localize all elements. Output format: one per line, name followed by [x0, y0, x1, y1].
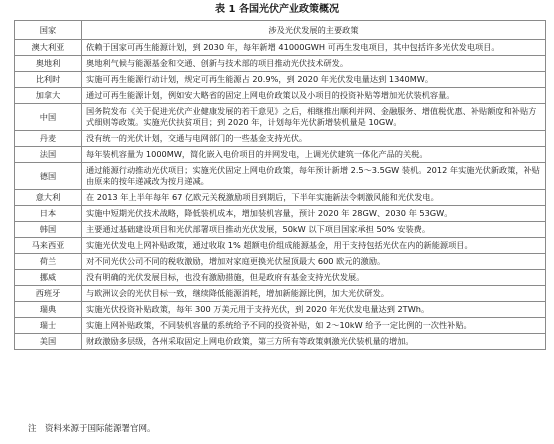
source-note: 注 资料来源于国际能源署官网。	[28, 424, 156, 434]
policy-cell: 主要通过基础建设项目和光伏部署项目推动光伏发展，50kW 以下项目国家承担 50% 安装费。	[82, 222, 546, 238]
table-row	[15, 334, 546, 350]
policy-table	[14, 20, 546, 350]
policy-cell: 与欧洲议会的光伏目标一致，继续降低能源消耗，增加新能源比例，加大光伏研发。	[82, 286, 546, 302]
table-row	[15, 40, 546, 56]
country-cell: 比利时	[15, 72, 82, 88]
table-row	[15, 163, 546, 190]
table-row	[15, 88, 546, 104]
country-cell: 德国	[15, 163, 82, 190]
country-cell: 马来西亚	[15, 238, 82, 254]
policy-cell: 没有统一的光伏计划，交通与电网部门的一些基金支持光伏。	[82, 131, 546, 147]
policy-cell: 实施光伏投资补贴政策，每年 300 万美元用于支持光伏，到 2020 年光伏发电量达到 2TWh。	[82, 302, 546, 318]
policy-cell: 每年装机容量为 1000MW，简化嵌入电价项目的并网发电，上调光伏建筑一体化产品的关税。	[82, 147, 546, 163]
country-cell: 韩国	[15, 222, 82, 238]
table-row	[15, 286, 546, 302]
country-cell: 奥地利	[15, 56, 82, 72]
policy-cell: 实施光伏发电上网补贴政策，通过收取 1% 超额电价组成能源基金，用于支持包括光伏在内的新能源项目。	[82, 238, 546, 254]
table-body	[15, 40, 546, 350]
table-row	[15, 206, 546, 222]
country-cell: 西班牙	[15, 286, 82, 302]
policy-cell: 国务院发布《关于促进光伏产业健康发展的若干意见》之后，相继推出顺利并网、金融服务、增值税优惠、补贴额度和补贴方式细则等政策。实施光伏扶贫项目；到 2020 年，计划每年光伏新增装机量是 10GW。	[82, 104, 546, 131]
policy-cell: 财政激励多层级，各州采取固定上网电价政策，第三方所有等政策刺激光伏装机量的增加。	[82, 334, 546, 350]
country-cell: 荷兰	[15, 254, 82, 270]
header-policy: 涉及光伏发展的主要政策	[82, 21, 546, 40]
table-caption: 表 1 各国光伏产业政策概况	[215, 4, 339, 15]
table-row	[15, 302, 546, 318]
country-cell: 丹麦	[15, 131, 82, 147]
policy-cell: 实施中短期光伏技术战略，降低装机成本，增加装机容量，预计 2020 年 28GW、2030 年 53GW。	[82, 206, 546, 222]
table-header-row	[15, 21, 546, 40]
table-row	[15, 131, 546, 147]
table-row	[15, 238, 546, 254]
policy-cell: 对不同光伏公司不同的税收激励，增加对家庭更换光伏屋顶最大 600 欧元的激励。	[82, 254, 546, 270]
country-cell: 美国	[15, 334, 82, 350]
table-row	[15, 318, 546, 334]
country-cell: 意大利	[15, 190, 82, 206]
policy-cell: 依赖于国家可再生能源计划，到 2030 年，每年新增 41000GWH 可再生发电项目，其中包括许多光伏发电项目。	[82, 40, 546, 56]
header-country: 国家	[15, 21, 82, 40]
country-cell: 中国	[15, 104, 82, 131]
table-row	[15, 147, 546, 163]
country-cell: 法国	[15, 147, 82, 163]
policy-cell: 没有明确的光伏发展目标，也没有激励措施，但是政府有基金支持光伏发展。	[82, 270, 546, 286]
country-cell: 日本	[15, 206, 82, 222]
country-cell: 澳大利亚	[15, 40, 82, 56]
policy-cell: 实施可再生能源行动计划，规定可再生能源占 20.9%，到 2020 年光伏发电量达到 1340MW。	[82, 72, 546, 88]
country-cell: 瑞典	[15, 302, 82, 318]
table-row	[15, 190, 546, 206]
table-row	[15, 104, 546, 131]
table-row	[15, 222, 546, 238]
policy-cell: 通过能源行动推动光伏项目；实施光伏固定上网电价政策，每年预计新增 2.5～3.5GW 装机。2012 年实施光伏新政策，补贴由原来的按年递减改为按月递减。	[82, 163, 546, 190]
policy-cell: 奥地利气候与能源基金和交通、创新与技术部的项目推动光伏技术研发。	[82, 56, 546, 72]
policy-cell: 实施上网补贴政策，不同装机容量的系统给予不同的投资补贴，如 2～10kW 给予一定比例的一次性补贴。	[82, 318, 546, 334]
country-cell: 瑞士	[15, 318, 82, 334]
country-cell: 挪威	[15, 270, 82, 286]
table-row	[15, 56, 546, 72]
table-row	[15, 254, 546, 270]
table-row	[15, 270, 546, 286]
policy-cell: 在 2013 年上半年每年 67 亿欧元关税激励项目到期后，下半年实施新法令刺激风能和光伏发电。	[82, 190, 546, 206]
country-cell: 加拿大	[15, 88, 82, 104]
policy-cell: 通过可再生能源计划，例如安大略省的固定上网电价政策以及小项目的投资补贴等增加光伏装机容量。	[82, 88, 546, 104]
table-row	[15, 72, 546, 88]
